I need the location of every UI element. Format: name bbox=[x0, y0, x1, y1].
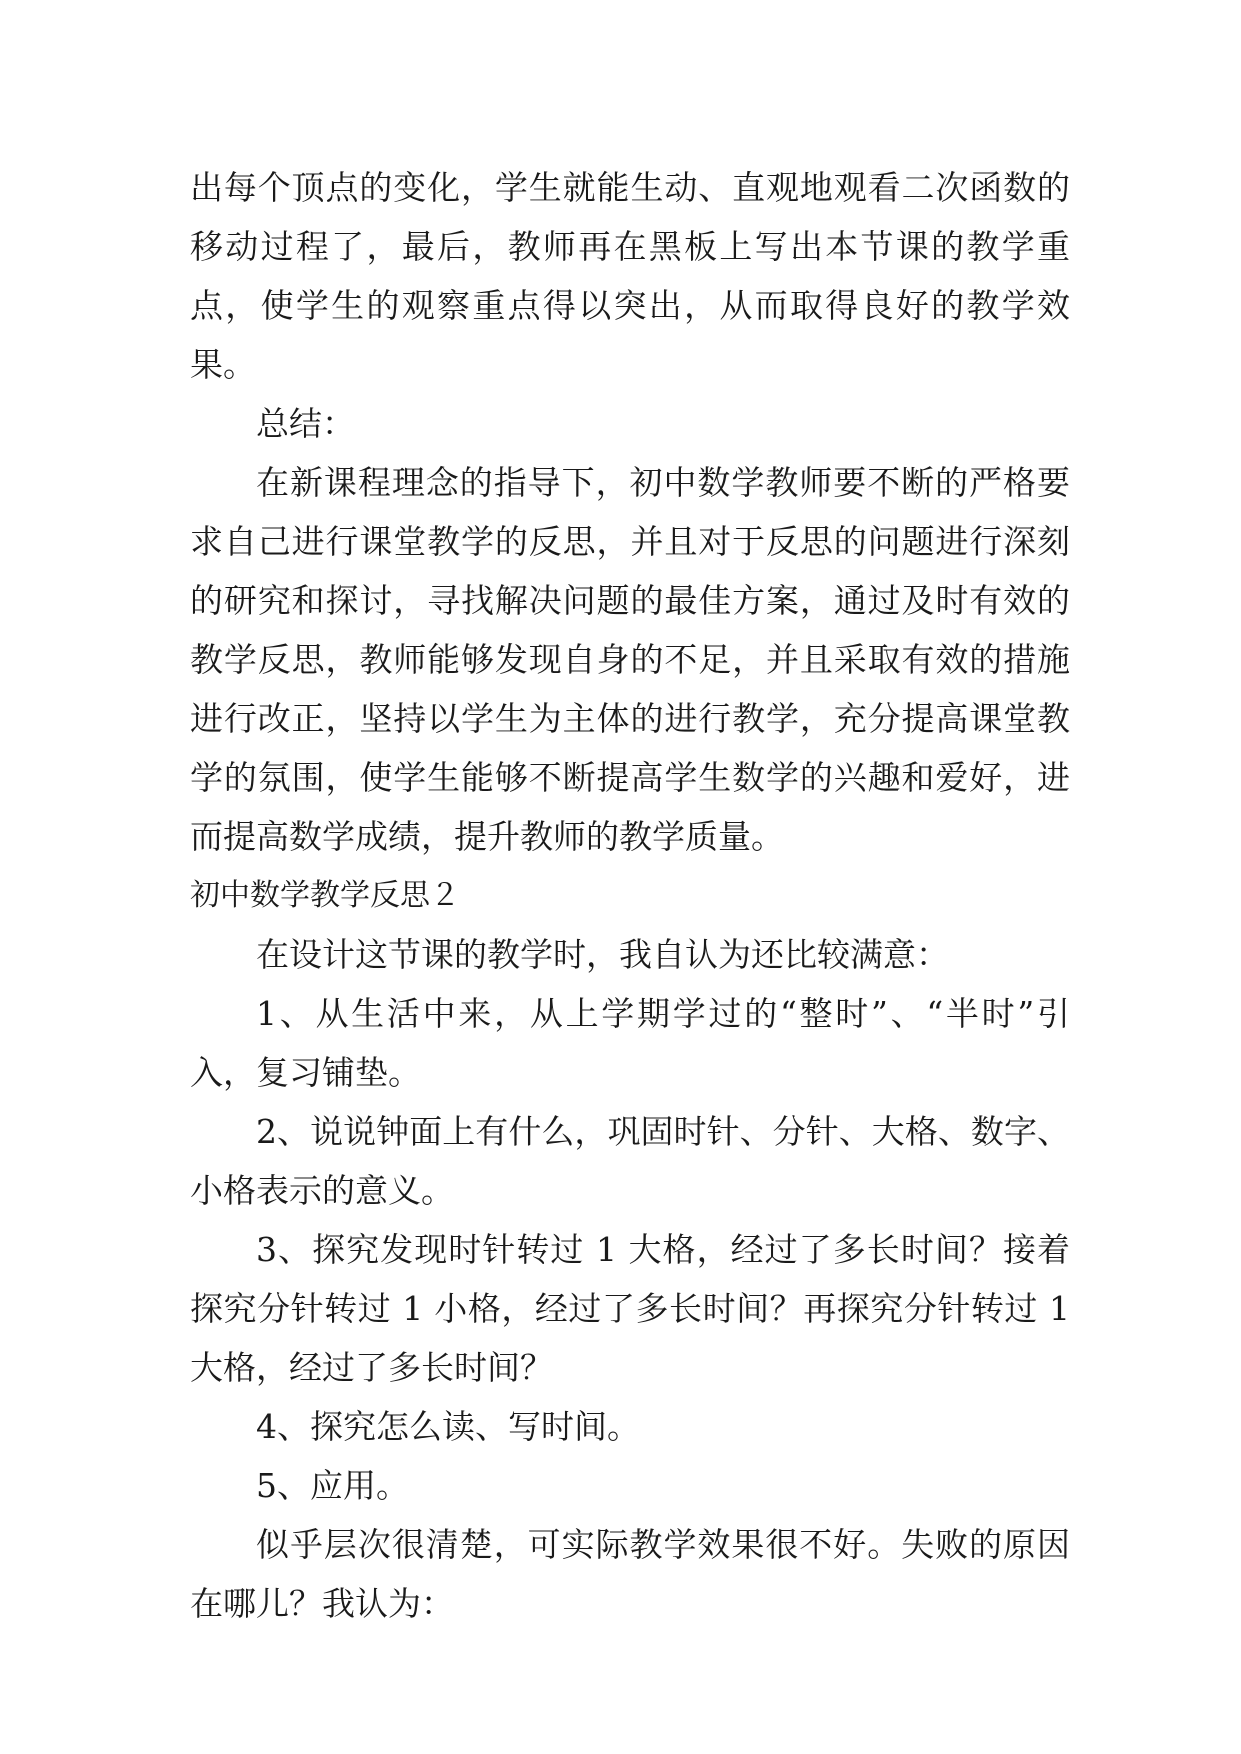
paragraph-reflection: 似乎层次很清楚，可实际教学效果很不好。失败的原因在哪儿？我认为： bbox=[190, 1525, 1070, 1623]
list-item-3: 3、探究发现时针转过 1 大格，经过了多长时间？接着探究分针转过 1 小格，经过了多长时间？再探究分针转过 1 大格，经过了多长时间？ bbox=[190, 1230, 1070, 1387]
paragraph-summary-body: 在新课程理念的指导下，初中数学教师要不断的严格要求自己进行课堂教学的反思，并且对于反思的问题进行深刻的研究和探讨，寻找解决问题的最佳方案，通过及时有效的教学反思，教师能够发现自身的不足，并且采取有效的措施进行改正，坚持以学生为主体的进行教学，充分提高课堂教学的氛围，使学生能够不断提高学生数学的兴趣和爱好，进而提高数学成绩，提升教师的教学质量。 bbox=[190, 463, 1070, 856]
paragraph-continuation: 出每个顶点的变化，学生就能生动、直观地观看二次函数的移动过程了，最后，教师再在黑板上写出本节课的教学重点，使学生的观察重点得以突出，从而取得良好的教学效果。 bbox=[190, 168, 1070, 384]
section-heading: 初中数学教学反思２ bbox=[190, 878, 460, 913]
list-item-2: 2、说说钟面上有什么，巩固时针、分针、大格、数字、小格表示的意义。 bbox=[190, 1112, 1070, 1210]
paragraph-summary-label: 总结： bbox=[256, 404, 355, 443]
list-item-5: 5、应用。 bbox=[256, 1466, 409, 1505]
paragraph-intro: 在设计这节课的教学时，我自认为还比较满意： bbox=[256, 935, 949, 974]
list-item-4: 4、探究怎么读、写时间。 bbox=[256, 1407, 640, 1446]
list-item-1: 1、从生活中来，从上学期学过的“整时”、“半时”引入，复习铺垫。 bbox=[190, 994, 1070, 1092]
document-body bbox=[190, 158, 1070, 1633]
